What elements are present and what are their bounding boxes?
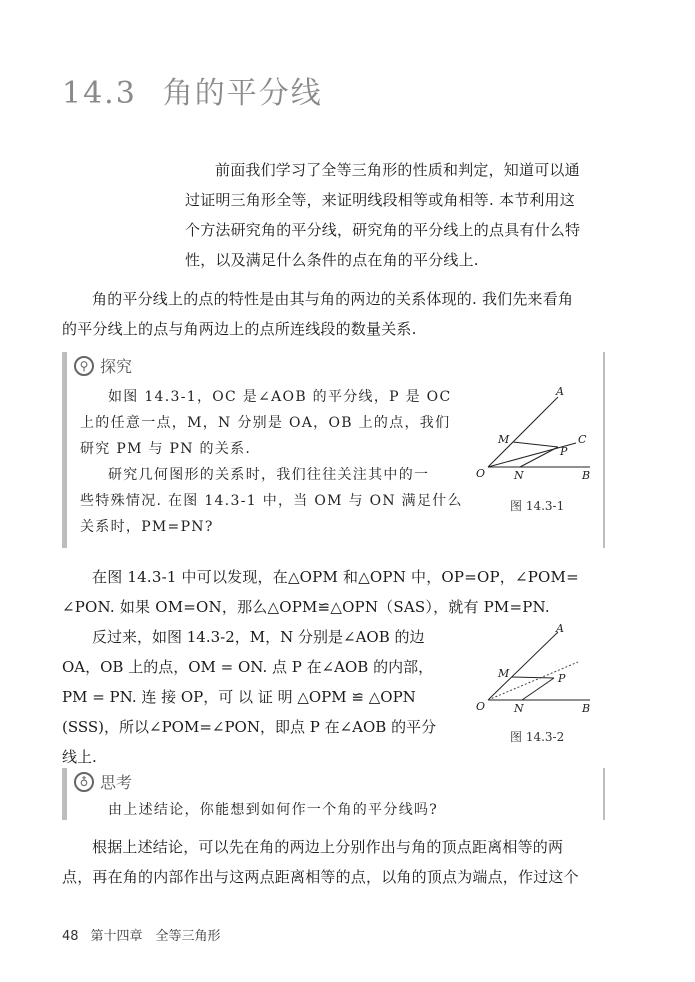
label-P: P <box>560 445 568 458</box>
label-M: M <box>498 667 510 680</box>
think-box-bar <box>62 768 67 820</box>
text-line: 根据上述结论，可以先在角的两边上分别作出与角的顶点距离相等的两 <box>92 838 564 856</box>
body-paragraph <box>62 832 610 892</box>
section-number: 14.3 <box>62 76 137 111</box>
figure-14-3-1 <box>470 385 600 485</box>
intro-line: 个方法研究角的平分线，研究角的平分线上的点具有什么特 <box>185 221 581 239</box>
think-heading <box>74 770 132 793</box>
figure-caption: 图 14.3-2 <box>510 730 565 744</box>
section-title <box>62 68 323 112</box>
page-footer <box>62 925 221 944</box>
text-line: 研究 PM 与 PN 的关系. <box>80 441 252 457</box>
intro-paragraph <box>185 155 608 275</box>
explore-box-edge <box>603 352 605 548</box>
chapter-title: 第十四章 全等三角形 <box>90 929 221 944</box>
text-line: 研究几何图形的关系时，我们往往关注其中的一 <box>108 467 430 483</box>
text-line: 的平分线上的点与角两边上的点所连线段的数量关系. <box>62 320 417 338</box>
explore-heading <box>74 354 132 377</box>
section-heading: 角的平分线 <box>162 76 323 111</box>
text-line: (SSS)，所以∠POM=∠PON，即点 P 在∠AOB 的平分 <box>62 718 437 736</box>
text-line: OA，OB 上的点，OM = ON. 点 P 在∠AOB 的内部， <box>62 658 434 676</box>
text-line: 在图 14.3-1 中可以发现，在△OPM 和△OPN 中，OP=OP，∠POM= <box>92 568 579 586</box>
text-line: ∠PON. 如果 OM=ON，那么△OPM≌△OPN（SAS），就有 PM=PN. <box>62 598 550 616</box>
label-A: A <box>556 622 564 635</box>
intro-line: 过证明三角形全等，来证明线段相等或角相等. 本节利用这 <box>185 191 575 209</box>
text-line: PM = PN. 连 接 OP，可 以 证 明 △OPM ≌ △OPN <box>62 688 416 706</box>
body-paragraph <box>62 284 610 344</box>
label-N: N <box>514 469 524 482</box>
explore-heading-text: 探究 <box>100 357 133 376</box>
label-O: O <box>476 467 486 480</box>
text-line: 关系时，PM=PN? <box>80 519 214 535</box>
body-paragraph <box>62 622 467 772</box>
text-line: 点，再在角的内部作出与这两点距离相等的点，以角的顶点为端点，作过这个 <box>62 868 579 886</box>
think-box-edge <box>603 768 605 820</box>
text-line: 上的任意一点，M，N 分别是 OA，OB 上的点，我们 <box>80 415 451 431</box>
label-N: N <box>514 702 524 715</box>
text-line: 反过来，如图 14.3-2，M，N 分别是∠AOB 的边 <box>92 628 425 646</box>
text-line: 如图 14.3-1，OC 是∠AOB 的平分线，P 是 OC <box>108 389 452 405</box>
think-heading-text: 思考 <box>100 773 133 792</box>
label-M: M <box>498 433 510 446</box>
intro-line: 前面我们学习了全等三角形的性质和判定，知道可以通 <box>215 161 580 179</box>
text-line: 线上. <box>62 748 97 766</box>
explore-box-bar <box>62 352 67 548</box>
figure-14-3-2 <box>470 622 600 717</box>
figure-caption: 图 14.3-1 <box>510 499 565 513</box>
label-B: B <box>582 469 591 482</box>
page-number: 48 <box>62 929 79 944</box>
intro-line: 性，以及满足什么条件的点在角的平分线上. <box>185 251 479 269</box>
label-P: P <box>558 672 566 685</box>
text-line: 些特殊情况. 在图 14.3-1 中，当 OM 与 ON 满足什么 <box>80 493 463 509</box>
label-C: C <box>578 433 587 446</box>
label-B: B <box>582 702 591 715</box>
text-line: 角的平分线上的点的特性是由其与角的两边的关系体现的. 我们先来看角 <box>92 290 574 308</box>
label-O: O <box>476 700 486 713</box>
explore-text <box>80 384 465 540</box>
body-paragraph <box>62 562 610 622</box>
label-A: A <box>556 385 564 398</box>
magnifier-icon: ⚲ <box>74 356 94 376</box>
lightbulb-icon: ♁ <box>74 772 94 792</box>
think-text: 由上述结论，你能想到如何作一个角的平分线吗? <box>108 802 439 818</box>
